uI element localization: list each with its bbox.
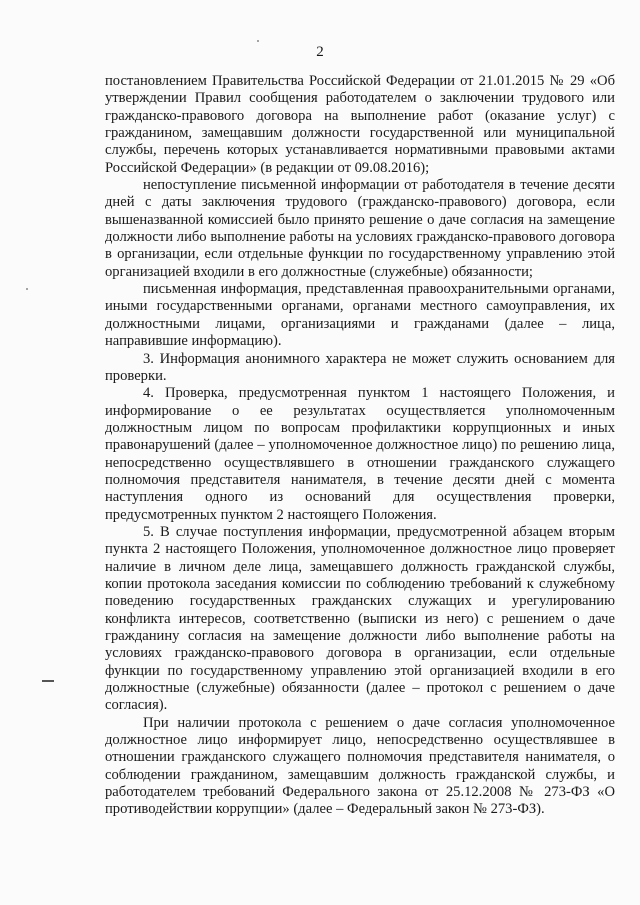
paragraph-continuation: постановлением Правительства Российской Федерации от 21.01.2015 № 29 «Об утверждении Правил сообщения работодателем о заключении трудового или гражданско-правового договора на выполнение работ (оказание услуг) с гражданином, замещавшим должности государственной или муниципальной службы, перечень которых устанавливается нормативными правовыми актами Российской Федерации» (в редакции от 09.08.2016); bbox=[105, 73, 615, 176]
scan-speck bbox=[257, 40, 259, 42]
paragraph-item-5: 5. В случае поступления информации, предусмотренной абзацем вторым пункта 2 настоящего Положения, уполномоченное должностное лицо проверяет наличие в личном деле лица, замещавшего должность гражданской службы, копии протокола заседания комиссии по соблюдению требований к служебному поведению государственных гражданских служащих и урегулированию конфликта интересов, соответственно (выписки из него) с решением о даче гражданину согласия на замещение должности либо выполнение работы на условиях гражданско-правового договора в организации, если отдельные функции по государственному управлению этой организацией входили в его должностные (служебные) обязанности (далее – протокол с решением о даче согласия). bbox=[105, 523, 615, 714]
document-body bbox=[105, 73, 615, 819]
paragraph-protocol: При наличии протокола с решением о даче согласия уполномоченное должностное лицо информирует лицо, непосредственно осуществлявшее в отношении гражданского служащего полномочия представителя нанимателя, о соблюдении гражданином, замещавшим должность гражданской службы, и работодателем требований Федерального закона от 25.12.2008 № 273-ФЗ «О противодействии коррупции» (далее – Федеральный закон № 273-ФЗ). bbox=[105, 714, 615, 818]
paragraph-item-4: 4. Проверка, предусмотренная пунктом 1 настоящего Положения, и информирование о ее результатах осуществляется уполномоченным должностным лицом по вопросам профилактики коррупционных и иных правонарушений (далее – уполномоченное должностное лицо) по решению лица, непосредственно осуществлявшего в отношении гражданского служащего полномочия представителя нанимателя, в течение десяти дней с момента наступления одного из оснований для осуществления проверки, предусмотренных пунктом 2 настоящего Положения. bbox=[105, 385, 615, 523]
scan-speck bbox=[26, 288, 28, 290]
paragraph-item-3: 3. Информация анонимного характера не может служить основанием для проверки. bbox=[105, 350, 615, 384]
page-number: 2 bbox=[316, 44, 324, 60]
margin-mark bbox=[42, 680, 54, 682]
paragraph-written-info: письменная информация, представленная правоохранительными органами, иными государственными органами, органами местного самоуправления, их должностными лицами, организациями и гражданами (далее – лица, направившие информацию). bbox=[105, 281, 615, 350]
paragraph-no-written-info: непоступление письменной информации от работодателя в течение десяти дней с даты заключения трудового (гражданско-правового) договора, если вышеназванной комиссией было принято решение о даче согласия на замещение должности либо выполнение работы на условиях гражданско-правового договора в организации, если отдельные функции по государственному управлению этой организацией входили в его должностные (служебные) обязанности; bbox=[105, 177, 615, 280]
